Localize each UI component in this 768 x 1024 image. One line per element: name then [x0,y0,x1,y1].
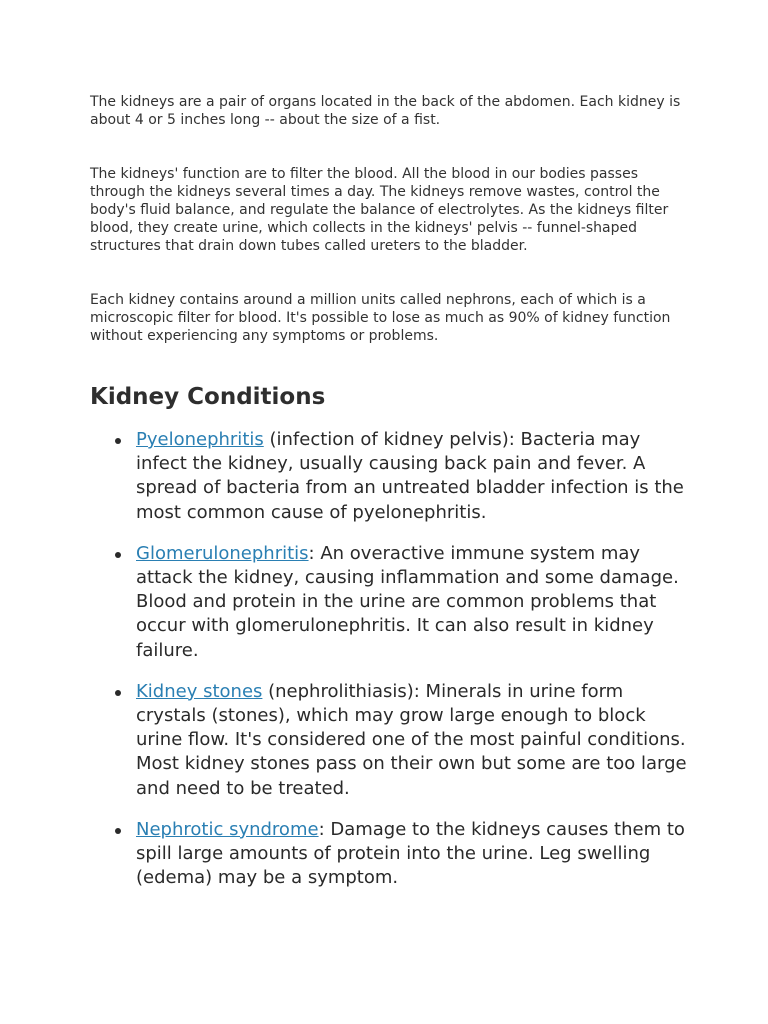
kidney-stones-link[interactable]: Kidney stones [136,680,263,702]
bullet-icon [115,690,121,696]
intro-paragraph-2: The kidneys' function are to filter the blood. All the blood in our bodies passes through the kidneys several times a day. The kidneys remove wastes, control the body's fluid balance, and regulate the balance of electrolytes. As the kidneys filter blood, they create urine, which collects in the kidneys' pelvis -- funnel-shaped structures that drain down tubes called ureters to the bladder. [90,166,669,254]
condition-description: : Damage to the kidneys causes them to spill large amounts of protein into the urine. Leg swelling (edema) may be a symptom. [136,818,685,889]
condition-description: : An overactive immune system may attack the kidney, causing inflammation and some damage. Blood and protein in the urine are common problems that occur with glomerulonephritis. It can also result in kidney failure. [136,542,679,661]
glomerulonephritis-link[interactable]: Glomerulonephritis [136,542,309,564]
intro-paragraph-3: Each kidney contains around a million units called nephrons, each of which is a microscopic filter for blood. It's possible to lose as much as 90% of kidney function without experiencing any symptoms or problems. [90,292,671,344]
bullet-icon [115,552,121,558]
bullet-icon [115,438,121,444]
condition-description: (nephrolithiasis): Minerals in urine form crystals (stones), which may grow large enough to block urine flow. It's considered one of the most painful conditions. Most kidney stones pass on their own but some are too large and need to be treated. [136,680,687,799]
condition-item-glomerulonephritis [136,542,696,663]
condition-description: (infection of kidney pelvis): Bacteria may infect the kidney, usually causing back pain and fever. A spread of bacteria from an untreated bladder infection is the most common cause of pyelonephritis. [136,429,684,523]
condition-item-pyelonephritis [136,428,696,525]
pyelonephritis-link[interactable]: Pyelonephritis [136,429,264,450]
conditions-list [136,428,696,907]
condition-item-nephrotic-syndrome [136,818,696,891]
condition-item-kidney-stones [136,680,696,801]
nephrotic-syndrome-link[interactable]: Nephrotic syndrome [136,818,319,840]
section-heading: Kidney Conditions [90,384,326,410]
intro-paragraph-1: The kidneys are a pair of organs located in the back of the abdomen. Each kidney is about 4 or 5 inches long -- about the size of a fist. [90,94,681,128]
bullet-icon [115,828,121,834]
